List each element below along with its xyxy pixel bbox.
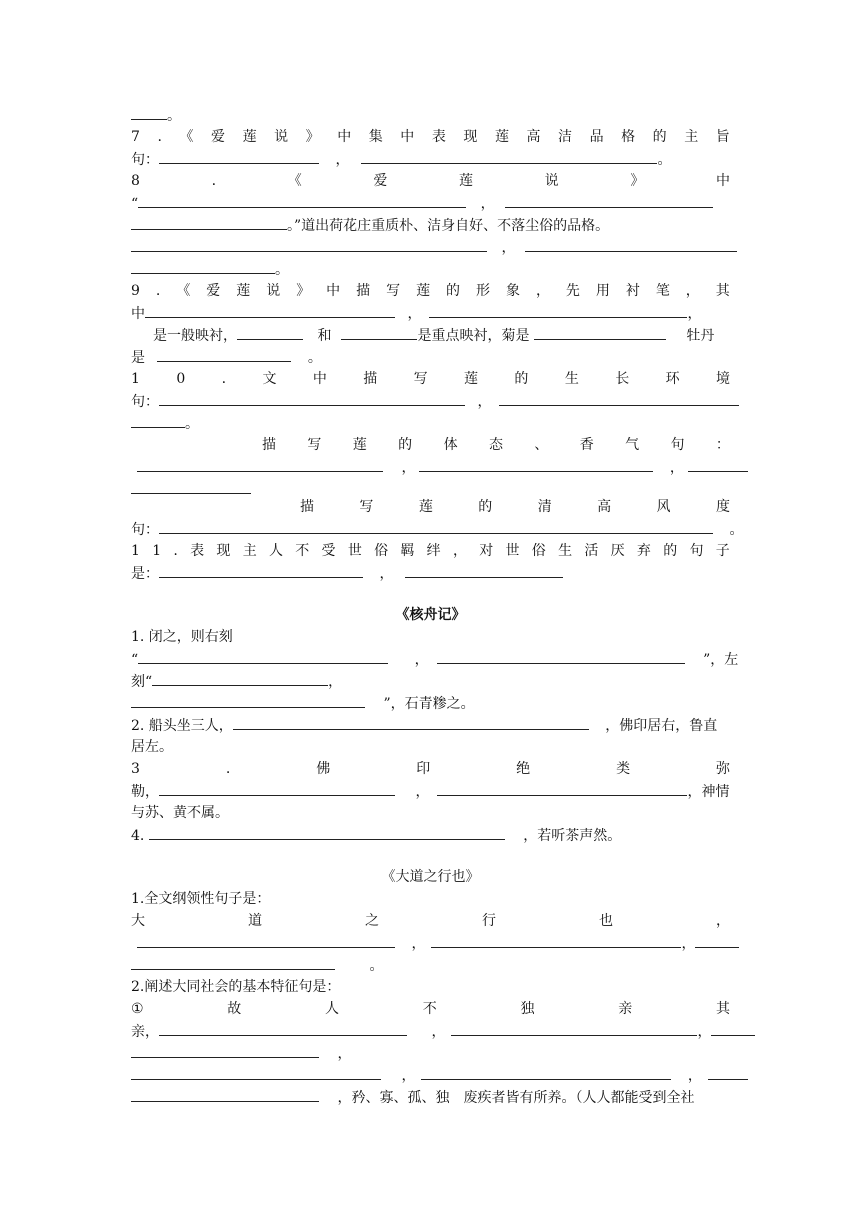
blank[interactable] (131, 236, 487, 252)
spaced-char: 香 (579, 437, 594, 453)
blank[interactable] (405, 562, 563, 578)
question-9-answer-3: 是 。 (131, 346, 730, 368)
spaced-char: 也 (599, 913, 613, 929)
spaced-char: 生 (564, 371, 579, 387)
spaced-char: 厌 (610, 543, 625, 559)
blank[interactable] (131, 954, 335, 970)
spaced-char: 中 (337, 129, 352, 145)
dadao-q1: 1.全文纲领性句子是： (131, 891, 271, 907)
spaced-char: 行 (482, 913, 496, 929)
spaced-char: 、 (534, 437, 549, 453)
spaced-char: 现 (216, 543, 231, 559)
spaced-char: 写 (386, 283, 401, 299)
spaced-char: 衬 (625, 283, 640, 299)
spaced-char: 的 (398, 437, 413, 453)
blank[interactable] (159, 390, 465, 406)
blank[interactable] (437, 780, 687, 796)
spaced-char: 的 (446, 283, 461, 299)
spaced-char: 3 (131, 761, 140, 777)
section-title-hezhouji: 《核舟记》 (395, 607, 466, 623)
spaced-char: 绊 (426, 543, 441, 559)
spaced-char: 1 (131, 371, 140, 387)
hezhouji-q1: 1. 闭之，则右刻 (131, 629, 233, 645)
spaced-char: 《 (179, 129, 194, 145)
blank[interactable] (708, 1064, 748, 1080)
spaced-char: 故 (227, 1001, 242, 1017)
blank[interactable] (137, 932, 395, 948)
spaced-char: 句 (689, 543, 704, 559)
section-title-dadao: 《大道之行也》 (381, 869, 480, 885)
hezhouji-q4: 4. ，若听茶声然。 (131, 824, 730, 846)
blank[interactable] (131, 1086, 319, 1102)
spaced-char: 《 (287, 173, 302, 189)
spaced-char: 清 (537, 499, 552, 515)
spaced-char: 用 (595, 283, 610, 299)
spaced-char: 的 (663, 543, 678, 559)
spaced-char: 其 (715, 1001, 730, 1017)
question-10-sub-2 (300, 496, 730, 518)
spaced-char: . (155, 283, 161, 299)
question-8-answer-4: 。 (131, 258, 730, 280)
spaced-char: 莲 (352, 437, 367, 453)
blank[interactable] (131, 258, 275, 274)
spaced-char: 莲 (242, 129, 257, 145)
spaced-char: 莲 (459, 173, 473, 189)
blank[interactable] (131, 412, 185, 428)
spaced-char: ， (452, 543, 467, 559)
spaced-char: 弃 (636, 543, 651, 559)
spaced-char: 的 (652, 129, 667, 145)
dadao-q2-answer-2: ， (131, 1042, 730, 1064)
question-8-answer-3: ， (131, 236, 730, 258)
spaced-char: ， (535, 283, 550, 299)
spaced-char: 其 (715, 283, 730, 299)
spaced-char: 气 (625, 437, 640, 453)
blank[interactable] (159, 518, 713, 534)
question-8-answer-2: 。”道出荷花庄重质朴、洁身自好、不落尘俗的品格。 (131, 214, 730, 236)
blank[interactable] (429, 302, 687, 318)
spaced-char: 笔 (655, 283, 670, 299)
spaced-char: 莲 (418, 499, 433, 515)
question-9-answer-1: 中 ， ， (131, 302, 730, 324)
spaced-char: 中 (312, 371, 327, 387)
spaced-char: ① (131, 1001, 144, 1017)
blank[interactable] (534, 324, 666, 340)
question-10-line (131, 368, 730, 390)
spaced-char: 对 (479, 543, 494, 559)
spaced-char: 描 (356, 283, 371, 299)
spaced-char: 亲 (618, 1001, 633, 1017)
spaced-char: . (157, 129, 162, 145)
spaced-char: 度 (715, 499, 730, 515)
spaced-char: 7 (131, 129, 140, 145)
blank[interactable] (688, 456, 748, 472)
spaced-char: 佛 (316, 761, 331, 777)
spaced-char: 描 (300, 499, 314, 515)
question-10-answer-2: 。 (131, 412, 730, 434)
spaced-char: 高 (597, 499, 612, 515)
spaced-char: 写 (359, 499, 374, 515)
spaced-char: 描 (262, 437, 276, 453)
blank[interactable] (419, 456, 653, 472)
spaced-char: 格 (621, 129, 636, 145)
spaced-char: 1 (152, 543, 162, 559)
blank[interactable] (499, 390, 739, 406)
hezhouji-q1-answer-3: ”，石青糁之。 (131, 692, 730, 714)
question-11-answer: 是： ， (131, 562, 730, 584)
spaced-char: 现 (463, 129, 478, 145)
question-9-line (131, 280, 730, 302)
question-10-answer-3: ， ， (131, 456, 730, 478)
blank[interactable] (131, 104, 167, 120)
dadao-q2-answer-1: 亲， ， ， (131, 1020, 730, 1042)
spaced-char: 羁 (400, 543, 415, 559)
spaced-char: 独 (520, 1001, 535, 1017)
hezhouji-q3-cont: 与苏、黄不属。 (131, 805, 229, 821)
spaced-char: 风 (656, 499, 671, 515)
spaced-char: 8 (131, 173, 140, 189)
spaced-char: 俗 (531, 543, 546, 559)
dadao-q1-line (131, 910, 730, 932)
spaced-char: . (211, 173, 217, 189)
spaced-char: 环 (665, 371, 680, 387)
spaced-char: 体 (443, 437, 458, 453)
hezhouji-q2-cont: 居左。 (131, 739, 173, 755)
blank[interactable] (131, 692, 365, 708)
spaced-char: . (173, 543, 178, 559)
spaced-char: 世 (347, 543, 362, 559)
spaced-char: 爱 (211, 129, 226, 145)
spaced-char: 中 (400, 129, 415, 145)
spaced-char: 说 (266, 283, 281, 299)
spaced-char: 不 (295, 543, 310, 559)
spaced-char: 象 (505, 283, 520, 299)
question-8-answer-1: “ ， (131, 192, 730, 214)
spaced-char: 爱 (373, 173, 388, 189)
blank[interactable] (237, 324, 303, 340)
blank[interactable] (131, 478, 251, 494)
question-8-line (131, 170, 730, 192)
spaced-char: ： (715, 437, 730, 453)
spaced-char: 道 (248, 913, 262, 929)
spaced-char: 俗 (374, 543, 389, 559)
spaced-char: 中 (326, 283, 341, 299)
spaced-char: 集 (368, 129, 383, 145)
dadao-q2-answer-4: ，矜、寡、孤、独 废疾者皆有所养。（人人都能受到全社 (131, 1086, 730, 1108)
dadao-q1-answer-1: ， ， (131, 932, 730, 954)
spaced-char: 绝 (516, 761, 531, 777)
blank[interactable] (138, 192, 466, 208)
spaced-char: . (221, 371, 227, 387)
spaced-char: 《 (176, 283, 191, 299)
spaced-char: 写 (307, 437, 322, 453)
blank[interactable] (233, 714, 589, 730)
blank[interactable] (131, 1042, 319, 1058)
blank[interactable] (159, 1020, 407, 1036)
spaced-char: 句 (670, 437, 685, 453)
blank[interactable] (145, 302, 395, 318)
dadao-q1-answer-2: 。 (131, 954, 730, 976)
spaced-char: 形 (476, 283, 490, 299)
spaced-char: 中 (715, 173, 730, 189)
spaced-char: 》 (305, 129, 320, 145)
spaced-char: 表 (431, 129, 446, 145)
spaced-char: 印 (416, 761, 431, 777)
spaced-char: 人 (325, 1001, 340, 1017)
hezhouji-q1-answer-1: “ ， ”，左 (131, 648, 730, 670)
blank[interactable] (341, 324, 417, 340)
blank[interactable] (711, 1020, 755, 1036)
blank[interactable] (451, 1020, 697, 1036)
spaced-char: 0 (176, 371, 186, 387)
spaced-char: 生 (558, 543, 573, 559)
spaced-char: 莲 (464, 371, 479, 387)
spaced-char: 活 (584, 543, 599, 559)
blank[interactable] (431, 932, 681, 948)
spaced-char: 高 (526, 129, 541, 145)
blank[interactable] (525, 236, 737, 252)
spaced-char: 爱 (206, 283, 221, 299)
spaced-char: 之 (365, 913, 379, 929)
spaced-char: 弥 (716, 761, 730, 777)
spaced-char: 品 (589, 129, 604, 145)
blank[interactable] (137, 456, 383, 472)
spaced-char: ， (716, 913, 730, 929)
spaced-char: 描 (363, 371, 378, 387)
spaced-char: 洁 (558, 129, 573, 145)
spaced-char: 说 (274, 129, 289, 145)
spaced-char: 的 (478, 499, 493, 515)
spaced-char: 先 (565, 283, 580, 299)
hezhouji-q3-answer: 勒， ， ，神情 (131, 780, 730, 802)
blank[interactable] (421, 1064, 671, 1080)
spaced-char: 长 (615, 371, 630, 387)
blank[interactable] (157, 346, 291, 362)
spaced-char: 受 (321, 543, 336, 559)
line-1: 。 (131, 104, 730, 126)
spaced-char: 莲 (416, 283, 431, 299)
blank[interactable] (131, 214, 287, 230)
spaced-char: . (225, 761, 231, 777)
question-7-answer: 句： ， 。 (131, 148, 730, 170)
spaced-char: 主 (242, 543, 257, 559)
question-10-answer-1: 句： ， (131, 390, 730, 412)
dadao-q2: 2.阐述大同社会的基本特征句是： (131, 979, 341, 995)
hezhouji-q2: 2. 船头坐三人， ，佛印居右，鲁直 (131, 714, 730, 736)
blank[interactable] (152, 670, 328, 686)
blank[interactable] (159, 780, 395, 796)
spaced-char: 境 (715, 371, 730, 387)
spaced-char: 莲 (494, 129, 509, 145)
dadao-q2-line (131, 998, 730, 1020)
spaced-char: 态 (488, 437, 503, 453)
spaced-char: 表 (190, 543, 205, 559)
spaced-char: 人 (268, 543, 283, 559)
spaced-char: 主 (684, 129, 699, 145)
question-11-line (131, 540, 730, 562)
spaced-char: 大 (131, 913, 145, 929)
dadao-q2-answer-3: ， ， (131, 1064, 730, 1086)
spaced-char: 世 (505, 543, 520, 559)
spaced-char: 旨 (715, 129, 730, 145)
spaced-char: ， (685, 283, 700, 299)
spaced-char: 莲 (236, 283, 251, 299)
question-7-line (131, 126, 730, 148)
spaced-char: 1 (131, 543, 140, 559)
spaced-char: 类 (616, 761, 631, 777)
question-9-answer-2: 是一般映衬， 和 是重点映衬，菊是 牡丹 (131, 324, 730, 346)
spaced-char: 说 (544, 173, 559, 189)
spaced-char: 的 (514, 371, 529, 387)
blank[interactable] (159, 562, 363, 578)
blank[interactable] (361, 148, 657, 164)
spaced-char: 》 (630, 173, 645, 189)
blank[interactable] (131, 1064, 381, 1080)
blank[interactable] (159, 148, 319, 164)
blank[interactable] (437, 648, 685, 664)
spaced-char: 》 (296, 283, 311, 299)
blank[interactable] (138, 648, 388, 664)
spaced-char: 写 (413, 371, 428, 387)
spaced-char: 文 (262, 371, 277, 387)
blank[interactable] (505, 192, 713, 208)
hezhouji-q3 (131, 758, 730, 780)
question-10-answer-5: 句： 。 (131, 518, 730, 540)
spaced-char: 9 (131, 283, 140, 299)
hezhouji-q1-answer-2: 刻“ ， (131, 670, 730, 692)
spaced-char: 子 (715, 543, 730, 559)
question-10-sub-1 (262, 434, 730, 456)
blank[interactable] (695, 932, 739, 948)
blank[interactable] (149, 824, 505, 840)
spaced-char: 不 (422, 1001, 437, 1017)
